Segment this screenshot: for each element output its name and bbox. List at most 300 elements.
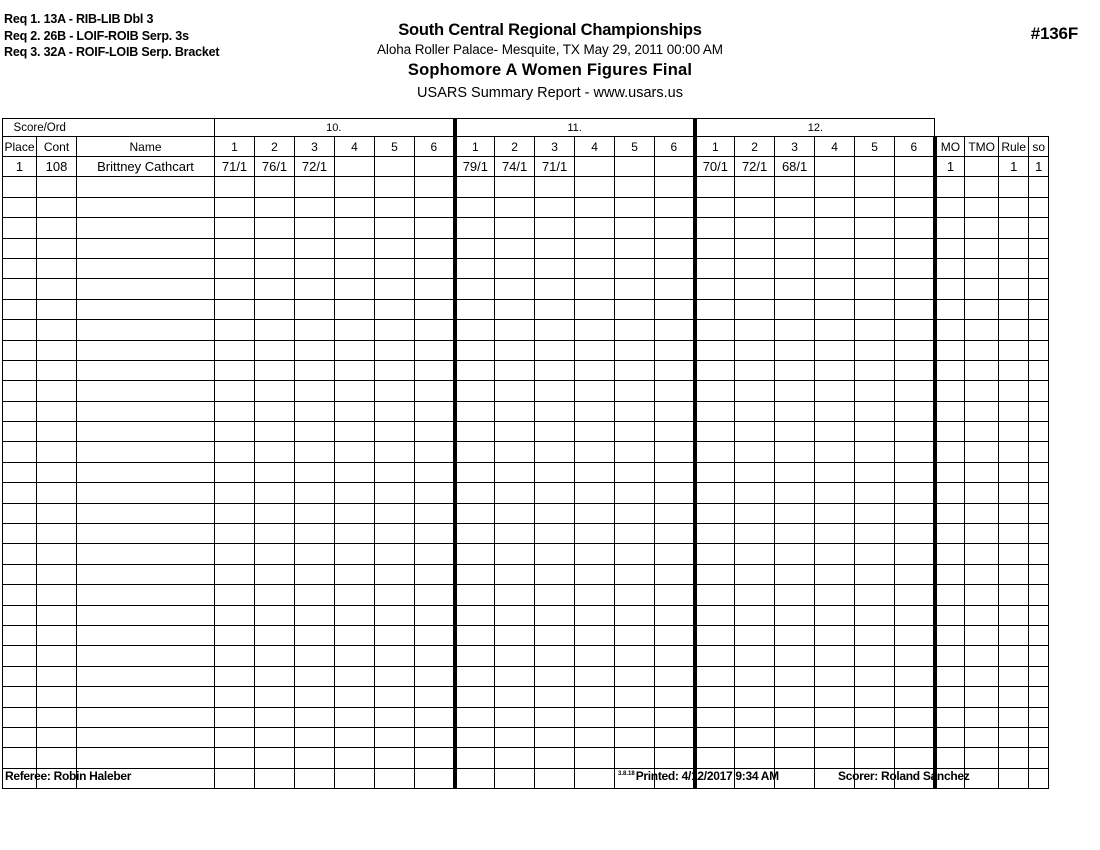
cell-empty[interactable] (615, 299, 655, 319)
cell-empty[interactable] (215, 218, 255, 238)
cell-empty[interactable] (455, 503, 495, 523)
cell-empty[interactable] (615, 544, 655, 564)
cell-empty[interactable] (895, 646, 935, 666)
cell-empty[interactable] (735, 483, 775, 503)
cell-empty[interactable] (615, 360, 655, 380)
cell-empty[interactable] (255, 360, 295, 380)
cell-empty[interactable] (455, 544, 495, 564)
cell-empty[interactable] (695, 340, 735, 360)
cell-empty[interactable] (999, 320, 1029, 340)
cell-empty[interactable] (295, 483, 335, 503)
cell-empty[interactable] (735, 442, 775, 462)
cell-empty[interactable] (965, 585, 999, 605)
table-row[interactable] (3, 544, 1049, 564)
cell-empty[interactable] (255, 687, 295, 707)
cell-empty[interactable] (775, 401, 815, 421)
cell-empty[interactable] (3, 564, 37, 584)
cell-score-11-4[interactable] (575, 157, 615, 177)
cell-empty[interactable] (775, 360, 815, 380)
cell-empty[interactable] (375, 748, 415, 768)
cell-empty[interactable] (655, 401, 695, 421)
cell-empty[interactable] (935, 625, 965, 645)
cell-empty[interactable] (295, 422, 335, 442)
cell-empty[interactable] (935, 748, 965, 768)
cell-empty[interactable] (255, 646, 295, 666)
cell-empty[interactable] (775, 585, 815, 605)
cell-empty[interactable] (335, 483, 375, 503)
cell-empty[interactable] (255, 503, 295, 523)
cell-empty[interactable] (935, 503, 965, 523)
cell-empty[interactable] (695, 687, 735, 707)
cell-empty[interactable] (335, 564, 375, 584)
table-row[interactable] (3, 422, 1049, 442)
cell-empty[interactable] (575, 646, 615, 666)
cell-empty[interactable] (77, 401, 215, 421)
cell-empty[interactable] (215, 707, 255, 727)
cell-empty[interactable] (655, 503, 695, 523)
cell-empty[interactable] (999, 422, 1029, 442)
cell-empty[interactable] (1029, 585, 1049, 605)
cell-empty[interactable] (695, 381, 735, 401)
cell-empty[interactable] (415, 462, 455, 482)
cell-empty[interactable] (695, 524, 735, 544)
cell-empty[interactable] (455, 218, 495, 238)
cell-empty[interactable] (815, 218, 855, 238)
cell-empty[interactable] (415, 625, 455, 645)
cell-empty[interactable] (855, 483, 895, 503)
cell-empty[interactable] (37, 422, 77, 442)
cell-empty[interactable] (935, 218, 965, 238)
cell-empty[interactable] (895, 727, 935, 747)
cell-empty[interactable] (655, 666, 695, 686)
cell-empty[interactable] (295, 381, 335, 401)
cell-empty[interactable] (575, 625, 615, 645)
cell-empty[interactable] (295, 218, 335, 238)
cell-empty[interactable] (965, 258, 999, 278)
cell-empty[interactable] (455, 381, 495, 401)
cell-empty[interactable] (735, 381, 775, 401)
cell-empty[interactable] (255, 218, 295, 238)
cell-empty[interactable] (375, 340, 415, 360)
cell-empty[interactable] (895, 177, 935, 197)
cell-empty[interactable] (37, 218, 77, 238)
cell-empty[interactable] (215, 299, 255, 319)
cell-rule[interactable]: 1 (999, 157, 1029, 177)
cell-empty[interactable] (615, 748, 655, 768)
cell-empty[interactable] (1029, 442, 1049, 462)
cell-empty[interactable] (935, 605, 965, 625)
table-row[interactable] (3, 401, 1049, 421)
cell-empty[interactable] (855, 279, 895, 299)
cell-empty[interactable] (215, 238, 255, 258)
cell-empty[interactable] (999, 177, 1029, 197)
cell-empty[interactable] (335, 360, 375, 380)
cell-empty[interactable] (535, 646, 575, 666)
cell-empty[interactable] (37, 381, 77, 401)
cell-empty[interactable] (575, 258, 615, 278)
cell-empty[interactable] (615, 503, 655, 523)
cell-empty[interactable] (575, 564, 615, 584)
cell-empty[interactable] (535, 727, 575, 747)
cell-empty[interactable] (775, 238, 815, 258)
cell-empty[interactable] (855, 748, 895, 768)
cell-empty[interactable] (455, 422, 495, 442)
cell-empty[interactable] (575, 422, 615, 442)
cell-empty[interactable] (215, 625, 255, 645)
cell-empty[interactable] (535, 238, 575, 258)
cell-empty[interactable] (495, 687, 535, 707)
cell-empty[interactable] (615, 197, 655, 217)
cell-empty[interactable] (77, 422, 215, 442)
cell-empty[interactable] (215, 320, 255, 340)
table-row[interactable] (3, 258, 1049, 278)
cell-empty[interactable] (965, 666, 999, 686)
cell-empty[interactable] (335, 462, 375, 482)
cell-empty[interactable] (255, 299, 295, 319)
cell-empty[interactable] (215, 360, 255, 380)
cell-empty[interactable] (415, 258, 455, 278)
cell-empty[interactable] (1029, 707, 1049, 727)
cell-empty[interactable] (535, 707, 575, 727)
cell-empty[interactable] (815, 687, 855, 707)
cell-empty[interactable] (695, 299, 735, 319)
cell-empty[interactable] (295, 279, 335, 299)
cell-empty[interactable] (375, 564, 415, 584)
cell-score-12-5[interactable] (855, 157, 895, 177)
cell-empty[interactable] (895, 360, 935, 380)
table-row[interactable] (3, 748, 1049, 768)
cell-empty[interactable] (855, 727, 895, 747)
cell-empty[interactable] (895, 442, 935, 462)
cell-empty[interactable] (255, 381, 295, 401)
cell-empty[interactable] (855, 503, 895, 523)
cell-empty[interactable] (815, 483, 855, 503)
cell-empty[interactable] (215, 524, 255, 544)
cell-empty[interactable] (415, 707, 455, 727)
cell-empty[interactable] (775, 707, 815, 727)
cell-empty[interactable] (935, 197, 965, 217)
cell-empty[interactable] (415, 197, 455, 217)
cell-empty[interactable] (415, 646, 455, 666)
cell-empty[interactable] (815, 503, 855, 523)
cell-empty[interactable] (895, 564, 935, 584)
cell-empty[interactable] (615, 646, 655, 666)
table-row[interactable] (3, 299, 1049, 319)
cell-empty[interactable] (495, 666, 535, 686)
cell-empty[interactable] (3, 218, 37, 238)
cell-empty[interactable] (455, 258, 495, 278)
cell-empty[interactable] (535, 381, 575, 401)
cell-empty[interactable] (965, 727, 999, 747)
cell-empty[interactable] (855, 238, 895, 258)
cell-empty[interactable] (655, 585, 695, 605)
cell-empty[interactable] (455, 177, 495, 197)
cell-empty[interactable] (495, 748, 535, 768)
cell-empty[interactable] (855, 299, 895, 319)
cell-empty[interactable] (77, 238, 215, 258)
cell-empty[interactable] (37, 564, 77, 584)
cell-empty[interactable] (575, 544, 615, 564)
cell-empty[interactable] (965, 299, 999, 319)
cell-empty[interactable] (295, 177, 335, 197)
cell-empty[interactable] (999, 524, 1029, 544)
cell-empty[interactable] (655, 687, 695, 707)
cell-empty[interactable] (735, 503, 775, 523)
cell-empty[interactable] (815, 707, 855, 727)
cell-empty[interactable] (295, 320, 335, 340)
cell-empty[interactable] (455, 748, 495, 768)
cell-empty[interactable] (775, 299, 815, 319)
cell-empty[interactable] (735, 585, 775, 605)
table-row[interactable] (3, 625, 1049, 645)
cell-empty[interactable] (735, 748, 775, 768)
cell-empty[interactable] (375, 177, 415, 197)
cell-empty[interactable] (77, 258, 215, 278)
cell-empty[interactable] (295, 625, 335, 645)
cell-empty[interactable] (535, 218, 575, 238)
cell-empty[interactable] (335, 422, 375, 442)
cell-empty[interactable] (695, 238, 735, 258)
cell-empty[interactable] (3, 197, 37, 217)
cell-empty[interactable] (575, 748, 615, 768)
cell-empty[interactable] (855, 320, 895, 340)
cell-empty[interactable] (77, 197, 215, 217)
cell-empty[interactable] (695, 503, 735, 523)
cell-empty[interactable] (77, 279, 215, 299)
cell-empty[interactable] (615, 585, 655, 605)
cell-empty[interactable] (415, 340, 455, 360)
cell-empty[interactable] (455, 524, 495, 544)
cell-empty[interactable] (855, 462, 895, 482)
cell-empty[interactable] (815, 666, 855, 686)
cell-empty[interactable] (999, 401, 1029, 421)
cell-empty[interactable] (655, 238, 695, 258)
cell-empty[interactable] (695, 442, 735, 462)
cell-empty[interactable] (535, 687, 575, 707)
cell-empty[interactable] (295, 299, 335, 319)
table-row[interactable] (3, 462, 1049, 482)
cell-empty[interactable] (415, 442, 455, 462)
cell-score-10-2[interactable]: 76/1 (255, 157, 295, 177)
cell-empty[interactable] (77, 666, 215, 686)
cell-empty[interactable] (615, 605, 655, 625)
cell-empty[interactable] (255, 625, 295, 645)
cell-empty[interactable] (415, 279, 455, 299)
cell-empty[interactable] (375, 360, 415, 380)
cell-empty[interactable] (535, 462, 575, 482)
cell-empty[interactable] (77, 483, 215, 503)
cell-empty[interactable] (655, 646, 695, 666)
cell-empty[interactable] (855, 401, 895, 421)
cell-empty[interactable] (495, 177, 535, 197)
cell-empty[interactable] (77, 544, 215, 564)
cell-empty[interactable] (615, 177, 655, 197)
cell-empty[interactable] (575, 279, 615, 299)
cell-mo[interactable]: 1 (935, 157, 965, 177)
cell-empty[interactable] (1029, 727, 1049, 747)
cell-empty[interactable] (215, 727, 255, 747)
cell-empty[interactable] (1029, 666, 1049, 686)
cell-empty[interactable] (815, 320, 855, 340)
table-row[interactable] (3, 197, 1049, 217)
cell-empty[interactable] (335, 442, 375, 462)
cell-empty[interactable] (1029, 544, 1049, 564)
cell-empty[interactable] (3, 177, 37, 197)
cell-empty[interactable] (415, 605, 455, 625)
cell-empty[interactable] (895, 462, 935, 482)
cell-empty[interactable] (495, 605, 535, 625)
cell-empty[interactable] (255, 320, 295, 340)
cell-empty[interactable] (895, 422, 935, 442)
cell-empty[interactable] (775, 687, 815, 707)
cell-empty[interactable] (895, 381, 935, 401)
cell-score-11-3[interactable]: 71/1 (535, 157, 575, 177)
cell-empty[interactable] (335, 748, 375, 768)
cell-empty[interactable] (895, 483, 935, 503)
cell-empty[interactable] (495, 442, 535, 462)
cell-empty[interactable] (775, 524, 815, 544)
cell-empty[interactable] (999, 503, 1029, 523)
cell-empty[interactable] (775, 605, 815, 625)
cell-empty[interactable] (575, 462, 615, 482)
cell-empty[interactable] (455, 462, 495, 482)
cell-empty[interactable] (895, 544, 935, 564)
cell-empty[interactable] (999, 197, 1029, 217)
cell-empty[interactable] (655, 279, 695, 299)
cell-empty[interactable] (37, 687, 77, 707)
cell-empty[interactable] (255, 422, 295, 442)
cell-empty[interactable] (415, 177, 455, 197)
cell-empty[interactable] (295, 605, 335, 625)
cell-empty[interactable] (575, 401, 615, 421)
cell-empty[interactable] (855, 197, 895, 217)
cell-empty[interactable] (295, 360, 335, 380)
cell-empty[interactable] (935, 666, 965, 686)
cell-empty[interactable] (615, 727, 655, 747)
cell-empty[interactable] (535, 544, 575, 564)
cell-empty[interactable] (375, 320, 415, 340)
cell-empty[interactable] (37, 544, 77, 564)
cell-empty[interactable] (965, 748, 999, 768)
cell-empty[interactable] (935, 320, 965, 340)
cell-empty[interactable] (695, 748, 735, 768)
cell-empty[interactable] (255, 666, 295, 686)
cell-empty[interactable] (37, 299, 77, 319)
cell-empty[interactable] (999, 544, 1029, 564)
cell-empty[interactable] (999, 687, 1029, 707)
cell-empty[interactable] (335, 197, 375, 217)
cell-empty[interactable] (77, 605, 215, 625)
cell-empty[interactable] (455, 442, 495, 462)
cell-empty[interactable] (935, 564, 965, 584)
cell-empty[interactable] (455, 340, 495, 360)
cell-empty[interactable] (695, 462, 735, 482)
cell-empty[interactable] (895, 340, 935, 360)
cell-empty[interactable] (695, 585, 735, 605)
cell-empty[interactable] (3, 585, 37, 605)
cell-empty[interactable] (655, 727, 695, 747)
cell-empty[interactable] (3, 524, 37, 544)
cell-empty[interactable] (965, 564, 999, 584)
cell-empty[interactable] (1029, 279, 1049, 299)
cell-empty[interactable] (775, 320, 815, 340)
cell-empty[interactable] (295, 666, 335, 686)
cell-empty[interactable] (855, 625, 895, 645)
cell-empty[interactable] (735, 605, 775, 625)
cell-empty[interactable] (77, 218, 215, 238)
cell-empty[interactable] (495, 320, 535, 340)
cell-empty[interactable] (77, 503, 215, 523)
cell-empty[interactable] (575, 299, 615, 319)
cell-empty[interactable] (575, 238, 615, 258)
cell-empty[interactable] (965, 524, 999, 544)
cell-empty[interactable] (255, 483, 295, 503)
cell-empty[interactable] (215, 483, 255, 503)
cell-empty[interactable] (965, 625, 999, 645)
cell-empty[interactable] (255, 544, 295, 564)
cell-empty[interactable] (695, 197, 735, 217)
cell-empty[interactable] (935, 544, 965, 564)
cell-so[interactable]: 1 (1029, 157, 1049, 177)
cell-empty[interactable] (255, 707, 295, 727)
cell-empty[interactable] (775, 279, 815, 299)
cell-empty[interactable] (535, 442, 575, 462)
cell-empty[interactable] (215, 422, 255, 442)
cell-empty[interactable] (535, 422, 575, 442)
cell-empty[interactable] (775, 258, 815, 278)
cell-empty[interactable] (535, 748, 575, 768)
cell-empty[interactable] (775, 218, 815, 238)
cell-empty[interactable] (855, 666, 895, 686)
cell-empty[interactable] (77, 462, 215, 482)
cell-empty[interactable] (575, 727, 615, 747)
cell-empty[interactable] (255, 605, 295, 625)
cell-empty[interactable] (1029, 687, 1049, 707)
cell-empty[interactable] (3, 462, 37, 482)
cell-empty[interactable] (775, 666, 815, 686)
cell-empty[interactable] (935, 524, 965, 544)
cell-empty[interactable] (77, 748, 215, 768)
cell-empty[interactable] (775, 422, 815, 442)
cell-empty[interactable] (455, 707, 495, 727)
cell-empty[interactable] (999, 564, 1029, 584)
cell-empty[interactable] (495, 503, 535, 523)
cell-empty[interactable] (77, 381, 215, 401)
cell-empty[interactable] (1029, 483, 1049, 503)
cell-empty[interactable] (335, 524, 375, 544)
cell-empty[interactable] (535, 279, 575, 299)
cell-empty[interactable] (255, 177, 295, 197)
table-row[interactable] (3, 218, 1049, 238)
table-row[interactable] (3, 279, 1049, 299)
cell-empty[interactable] (999, 625, 1029, 645)
cell-empty[interactable] (415, 727, 455, 747)
cell-empty[interactable] (77, 585, 215, 605)
cell-empty[interactable] (215, 279, 255, 299)
cell-empty[interactable] (735, 524, 775, 544)
cell-empty[interactable] (615, 218, 655, 238)
cell-empty[interactable] (655, 707, 695, 727)
cell-empty[interactable] (815, 524, 855, 544)
cell-empty[interactable] (495, 381, 535, 401)
cell-empty[interactable] (735, 564, 775, 584)
cell-empty[interactable] (255, 748, 295, 768)
cell-empty[interactable] (735, 177, 775, 197)
cell-empty[interactable] (575, 360, 615, 380)
cell-empty[interactable] (375, 381, 415, 401)
cell-empty[interactable] (455, 320, 495, 340)
cell-empty[interactable] (855, 524, 895, 544)
